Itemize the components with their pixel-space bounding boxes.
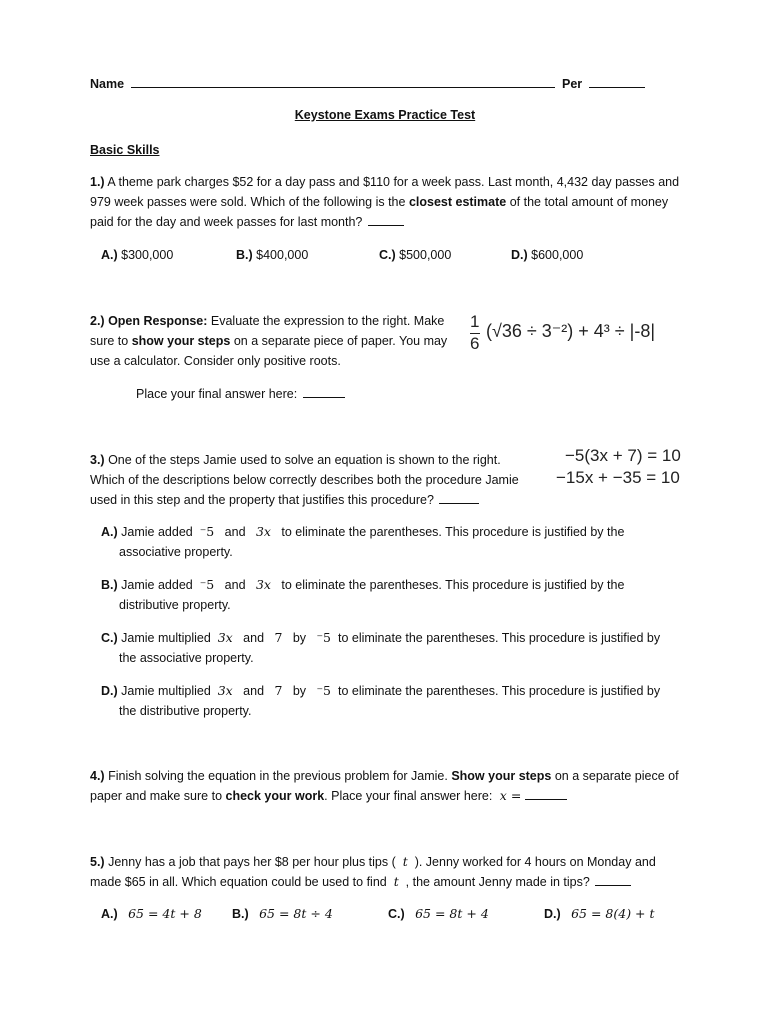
q1-option-a-text: $300,000	[121, 248, 174, 262]
q3-text-1: One of the steps Jamie used to solve an equation is shown to the right.	[108, 453, 501, 467]
q1-option-c[interactable]	[379, 245, 451, 265]
q2-text-2a: sure to	[90, 334, 129, 348]
name-field[interactable]	[131, 75, 555, 88]
q2-expression-body: (√36 ÷ 3⁻²) + 4³ ÷ |-8|	[486, 321, 656, 341]
q3-option-c-mid2: by	[292, 631, 307, 645]
q2-fraction-numerator: 1	[470, 312, 480, 331]
q3-option-d-mid2: by	[292, 684, 307, 698]
q5-text-2b: , the amount Jenny made in tips?	[405, 875, 590, 889]
q3-option-c[interactable]	[101, 628, 701, 648]
q5-option-d[interactable]	[544, 904, 655, 924]
q1-line1	[90, 172, 690, 192]
q5-option-b[interactable]	[232, 904, 333, 924]
q3-option-a-post: to eliminate the parentheses. This procedure is justified by the	[281, 525, 625, 539]
q3-option-b-post: to eliminate the parentheses. This procedure is justified by the	[281, 578, 625, 592]
q3-option-b-line2: distributive property.	[119, 598, 231, 612]
q2-bold-label: Open Response:	[108, 314, 208, 328]
q1-option-b-letter: B.)	[236, 248, 253, 262]
per-label: Per	[562, 77, 583, 91]
q2-text-3: use a calculator. Consider only positive roots.	[90, 354, 341, 368]
q1-option-d-text: $600,000	[531, 248, 584, 262]
q3-option-d[interactable]	[101, 681, 701, 701]
q1-text-3: paid for the day and week passes for last month?	[90, 215, 363, 229]
q2-answer-blank[interactable]	[303, 385, 345, 398]
q1-option-a[interactable]	[101, 245, 173, 265]
q5-line1	[90, 852, 690, 872]
q3-option-a-m1: ⁻5	[199, 524, 215, 539]
q1-bold: closest estimate	[408, 195, 507, 209]
q1-option-b[interactable]	[236, 245, 308, 265]
q3-option-a-letter: A.)	[101, 525, 118, 539]
q5-text-1a: Jenny has a job that pays her $8 per hour plus tips (	[108, 855, 396, 869]
name-label: Name	[90, 77, 125, 91]
q4-text-2b: . Place your final answer here:	[324, 789, 493, 803]
q2-text-2b: on a separate piece of paper. You may	[233, 334, 448, 348]
q3-option-a-mid: and	[224, 525, 246, 539]
q5-text-2a: made $65 in all. Which equation could be used to find	[90, 875, 387, 889]
q3-number: 3.)	[90, 453, 105, 467]
q3-option-c-line2: the associative property.	[119, 651, 254, 665]
q5-option-b-letter: B.)	[232, 907, 249, 921]
q3-option-a-pre: Jamie added	[121, 525, 193, 539]
q2-final-row	[136, 384, 345, 404]
q3-option-c-m1: 3x	[217, 630, 233, 645]
q2-fraction-denominator: 6	[470, 334, 480, 353]
q3-answer-blank[interactable]	[439, 491, 479, 504]
q3-option-d-pre: Jamie multiplied	[121, 684, 211, 698]
q3-equation-1: −5(3x + 7) = 10	[565, 446, 681, 465]
q5-option-c-letter: C.)	[388, 907, 405, 921]
q3-option-d-post: to eliminate the parentheses. This procedure is justified by	[337, 684, 661, 698]
q3-option-b-m1: ⁻5	[199, 577, 215, 592]
q3-option-c-post: to eliminate the parentheses. This procedure is justified by	[337, 631, 661, 645]
q1-number: 1.)	[90, 175, 105, 189]
q5-answer-blank[interactable]	[595, 873, 631, 886]
q4-bold-steps: Show your steps	[451, 769, 552, 783]
q3-option-d-mid: and	[243, 684, 265, 698]
q1-line3	[90, 212, 690, 232]
q3-option-b-m2: 3x	[255, 577, 271, 592]
q1-option-a-letter: A.)	[101, 248, 118, 262]
q5-option-c[interactable]	[388, 904, 489, 924]
q3-line3	[90, 490, 690, 510]
q3-option-c-m2: 7	[274, 630, 283, 645]
q2-final-label: Place your final answer here:	[136, 387, 298, 401]
q3-option-d-line2: the distributive property.	[119, 704, 252, 718]
q5-option-a[interactable]	[101, 904, 202, 924]
q3-option-d-m3: ⁻5	[316, 683, 332, 698]
q3-option-b-letter: B.)	[101, 578, 118, 592]
q5-option-b-text: 65 = 8t ÷ 4	[259, 906, 333, 921]
q3-option-d-m2: 7	[274, 683, 283, 698]
q5-text-1b: ). Jenny worked for 4 hours on Monday and	[414, 855, 656, 869]
q3-option-b[interactable]	[101, 575, 701, 595]
q5-option-a-text: 65 = 4t + 8	[128, 906, 202, 921]
q2-line3	[90, 351, 690, 371]
q3-equation-2: −15x + −35 = 10	[556, 468, 680, 487]
q5-option-c-text: 65 = 8t + 4	[415, 906, 489, 921]
q4-bold-check: check your work	[225, 789, 325, 803]
q3-text-3: used in this step and the property that justifies this procedure?	[90, 493, 434, 507]
q3-option-c-letter: C.)	[101, 631, 118, 645]
q1-option-d[interactable]	[511, 245, 583, 265]
q1-option-b-text: $400,000	[256, 248, 309, 262]
q1-option-d-letter: D.)	[511, 248, 528, 262]
q5-option-a-letter: A.)	[101, 907, 118, 921]
period-field[interactable]	[589, 75, 645, 88]
q5-t-var-2: t	[393, 874, 399, 889]
q3-option-a[interactable]	[101, 522, 701, 542]
q3-text-2: Which of the descriptions below correctly describes both the procedure Jamie	[90, 473, 519, 487]
q1-line2	[90, 192, 690, 212]
q3-option-a-line2: associative property.	[119, 545, 233, 559]
q5-option-d-letter: D.)	[544, 907, 561, 921]
q1-text-2b: of the total amount of money	[509, 195, 669, 209]
q3-option-d-m1: 3x	[217, 683, 233, 698]
q3-option-c-pre: Jamie multiplied	[121, 631, 211, 645]
q3-option-c-mid: and	[243, 631, 265, 645]
q1-text-2: 979 week passes were sold. Which of the following is the	[90, 195, 406, 209]
section-title: Basic Skills	[90, 143, 160, 157]
q1-text-1: A theme park charges $52 for a day pass and $110 for a week pass. Last month, 4,432 day passes and	[107, 175, 680, 189]
q4-text-1a: Finish solving the equation in the previous problem for Jamie.	[108, 769, 448, 783]
header-name-row	[90, 74, 690, 94]
q1-option-c-text: $500,000	[399, 248, 452, 262]
q4-answer-blank[interactable]	[525, 787, 567, 800]
q4-number: 4.)	[90, 769, 105, 783]
q5-line2	[90, 872, 690, 892]
q1-answer-blank[interactable]	[368, 213, 404, 226]
q3-option-a-m2: 3x	[255, 524, 271, 539]
q3-option-c-m3: ⁻5	[316, 630, 332, 645]
q4-text-2a: paper and make sure to	[90, 789, 223, 803]
q5-number: 5.)	[90, 855, 105, 869]
q2-bold-steps: show your steps	[131, 334, 231, 348]
q2-text-1: Evaluate the expression to the right. Make	[210, 314, 445, 328]
page-title: Keystone Exams Practice Test	[294, 108, 476, 122]
q5-option-d-text: 65 = 8(4) + t	[571, 906, 655, 921]
q3-option-b-mid: and	[224, 578, 246, 592]
q3-option-b-pre: Jamie added	[121, 578, 193, 592]
q5-t-var-1: t	[402, 854, 408, 869]
q4-line1	[90, 766, 690, 786]
section-heading	[90, 140, 690, 160]
q4-x-equals: x =	[499, 788, 522, 803]
q4-line2	[90, 786, 690, 806]
q3-option-d-letter: D.)	[101, 684, 118, 698]
q2-number: 2.)	[90, 314, 105, 328]
q1-option-c-letter: C.)	[379, 248, 396, 262]
q4-text-1b: on a separate piece of	[554, 769, 679, 783]
